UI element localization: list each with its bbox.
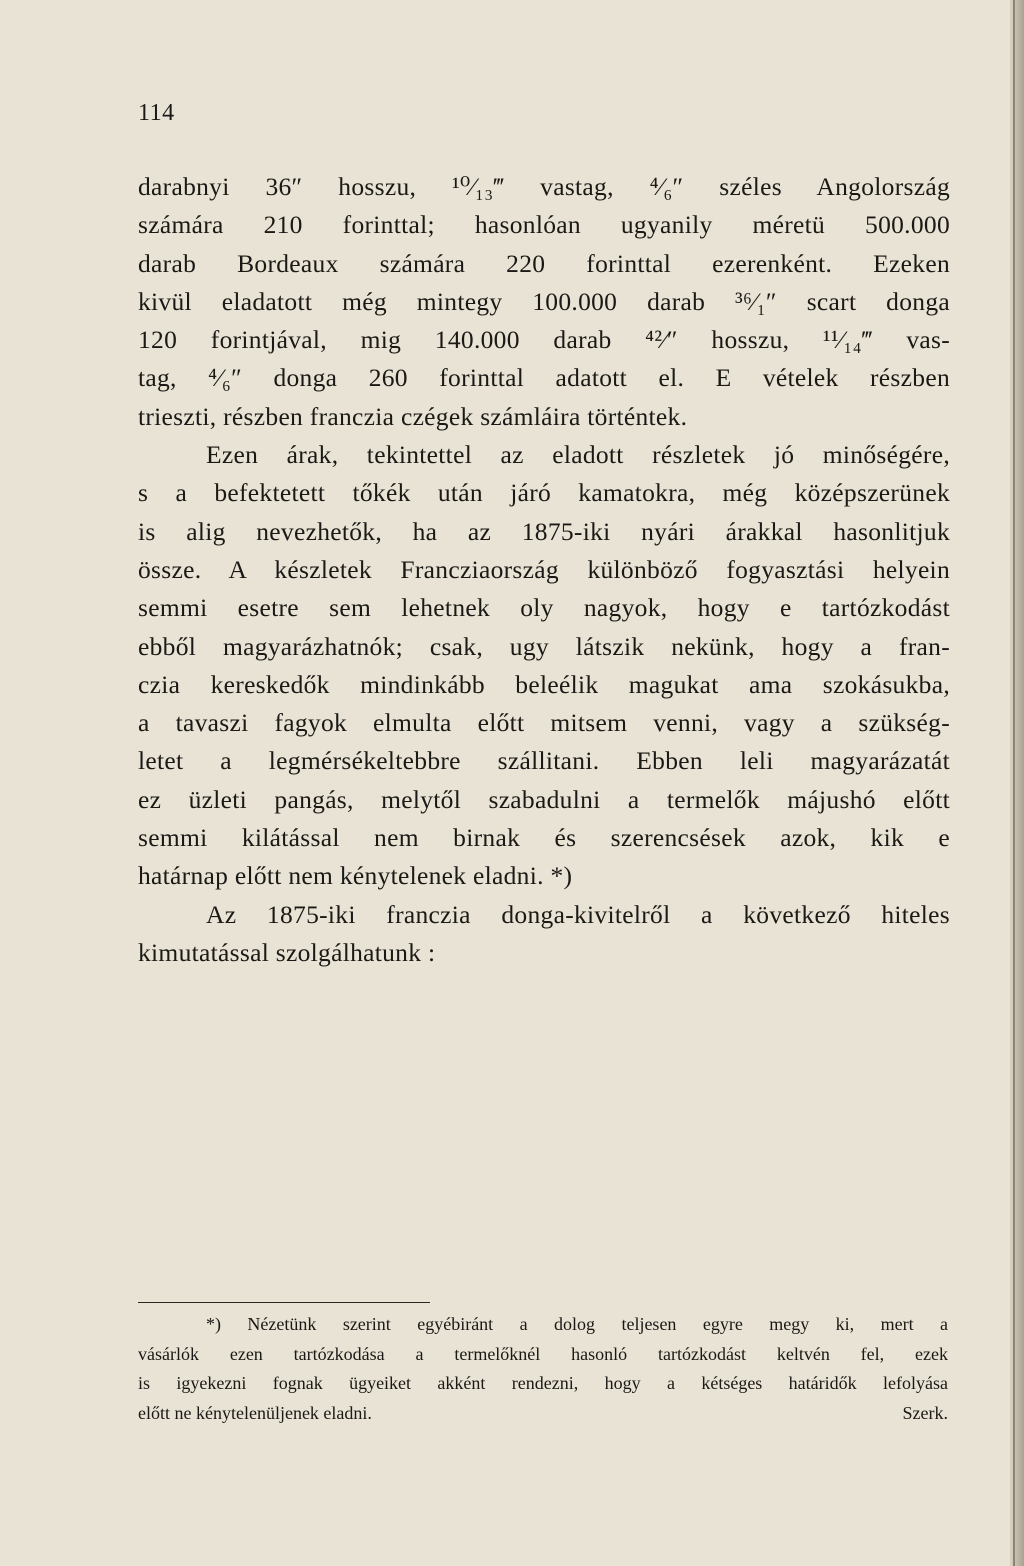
- text-line: tag, ⁴⁄₆″ donga 260 forinttal adatott el. E vételek részben: [138, 363, 950, 393]
- main-text: [138, 168, 950, 972]
- text-line: Ezen árak, tekintettel az eladott részletek jó minőségére,: [206, 440, 950, 470]
- footnote-line: vásárlók ezen tartózkodása a termelőknél hasonló tartózkodást keltvén fel, ezek: [138, 1343, 948, 1364]
- text-line: semmi kilátással nem birnak és szerencsések azok, kik e: [138, 823, 950, 853]
- text-line: is alig nevezhetők, ha az 1875-iki nyári árakkal hasonlitjuk: [138, 516, 950, 546]
- text-line: darabnyi 36″ hosszu, ¹⁰⁄₁₃‴ vastag, ⁴⁄₆″ széles Angolország: [138, 172, 950, 201]
- page-number: 114: [138, 100, 175, 126]
- footnote-last-line: [138, 1399, 948, 1429]
- footnote-signature: Szerk.: [902, 1402, 948, 1423]
- footnote-line: *) Nézetünk szerint egyébiránt a dolog teljesen egyre megy ki, mert a: [206, 1314, 948, 1334]
- text-line: ebből magyarázhatnók; csak, ugy látszik nekünk, hogy a fran-: [138, 631, 950, 661]
- text-line: kivül eladatott még mintegy 100.000 darab ³⁶⁄₁″ scart donga: [138, 286, 950, 316]
- footnote: [138, 1310, 948, 1428]
- page-edge-line: [1013, 0, 1015, 1566]
- text-line: czia kereskedők mindinkább beleélik magukat ama szokásukba,: [138, 669, 950, 699]
- text-line: trieszti, részben franczia czégek számláira történtek.: [138, 401, 688, 431]
- text-line: határnap előtt nem kénytelenek eladni. *): [138, 861, 573, 891]
- text-line: Az 1875-iki franczia donga-kivitelről a következő hiteles: [206, 899, 950, 929]
- text-line: 120 forintjával, mig 140.000 darab ⁴²⁄″ hosszu, ¹¹⁄₁₄‴ vas-: [138, 325, 950, 355]
- footnote-line: előtt ne kénytelenüljenek eladni.: [138, 1402, 372, 1423]
- text-line: darab Bordeaux számára 220 forinttal ezerenként. Ezeken: [138, 248, 950, 278]
- text-line: össze. A készletek Francziaország különböző fogyasztási helyein: [138, 554, 950, 584]
- text-line: semmi esetre sem lehetnek oly nagyok, hogy e tartózkodást: [138, 593, 950, 623]
- text-line: kimutatással szolgálhatunk :: [138, 937, 436, 967]
- text-line: letet a legmérsékeltebbre szállitani. Ebben leli magyarázatát: [138, 746, 950, 776]
- text-line: számára 210 forinttal; hasonlóan ugyanily méretü 500.000: [138, 210, 950, 240]
- text-line: ez üzleti pangás, melytől szabadulni a termelők májushó előtt: [138, 784, 950, 814]
- text-line: s a befektetett tőkék után járó kamatokra, még középszerünek: [138, 478, 950, 508]
- text-line: a tavaszi fagyok elmulta előtt mitsem venni, vagy a szükség-: [138, 708, 950, 738]
- footnote-line: is igyekezni fognak ügyeiket akként rendezni, hogy a kétséges határidők lefolyása: [138, 1373, 948, 1393]
- footnote-rule: [138, 1302, 430, 1303]
